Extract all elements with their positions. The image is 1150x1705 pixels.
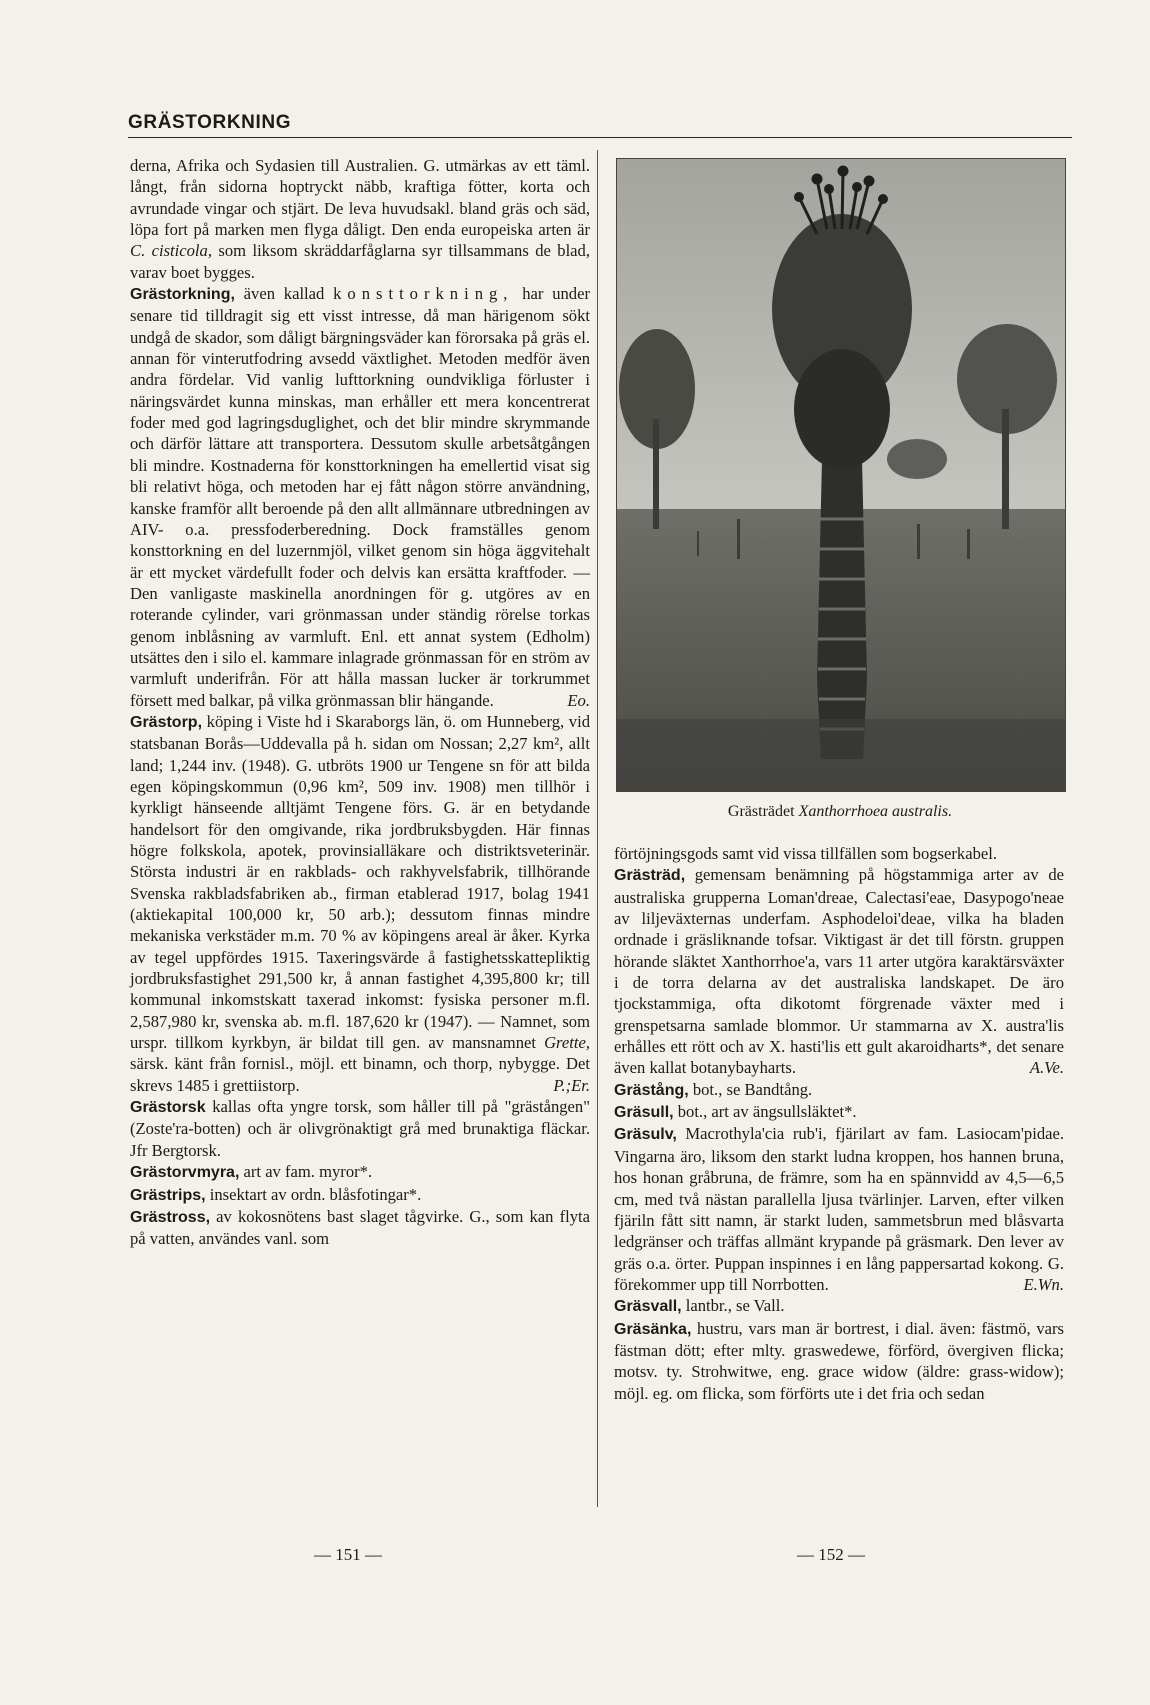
entry-grasull: Gräsull, bot., art av ängsullsläktet*.	[614, 1102, 857, 1122]
right-column	[614, 843, 1064, 1404]
entry-continuation: förtöjningsgods samt vid vissa tillfällen som bogserkabel.	[614, 844, 997, 863]
entry-grastorp: Grästorp, köping i Viste hd i Skaraborgs län, ö. om Hunneberg, vid statsbanan Borås—Uddevalla på h. sidan om Nossan; 2,27 km², allt land; 1,244 inv. (1948). G. utbröts 1900 ur Tengene sn för att bilda egen köpingskommun (0,96 km², 509 inv. 1908) men tillhör i kyrkligt hänseende alltjämt Tengene förs. G. är en betydande handelsort för den omgivande, rika jordbruksbygden. Här finnas högre folkskola, apotek, provinsialläkare och distriktsveterinär. Största industri är en rakblads- och rakhyvelsfabrik, tillhörande Svenska rakbladsfabriken ab., firman etablerad 1917, bolag 1941 (aktiekapital 100,000 kr, 50 arb.); dessutom finnas mindre mekaniska verkstäder m.m. 70 % av köpingens areal är åker. Kyrka av tegel uppfördes 1915. Taxeringsvärde å fastighetsskattepliktig jordbruksfastighet 291,500 kr, å annan fastighet 4,395,800 kr; till kommunal inkomstskatt taxerad inkomst: fysiska personer m.fl. 2,587,980 kr, svenska ab. m.fl. 187,620 kr (1947). — Namnet, som urspr. tillkom kyrkbyn, är bildat till gen. av mansnamnet Grette, särsk. känt från fornisl., möjl. ett binamn, och thorp, nybygge. Det skrevs 1485 i grettiistorp. P.;Er.	[130, 711, 590, 1095]
running-header: GRÄSTORKNING	[128, 112, 1072, 138]
figure-caption: Grästrädet Xanthorrhoea australis.	[727, 803, 953, 820]
signature: E.Wn.	[1023, 1274, 1064, 1294]
entry-continuation: derna, Afrika och Sydasien till Australien. G. utmärkas av ett täml. långt, från sidorna hoptryckt näbb, kraftiga fötter, korta och avrundade vingar och stjärt. De leva huvudsakl. bland gräs och säd, löpa fort på marken men flyga dåligt. Den enda europeiska arten är C. cisticola, som liksom skräddarfåglarna syr tillsammans de blad, varav boet bygges.	[130, 156, 590, 282]
page-number-right: — 152 —	[797, 1545, 865, 1564]
photo-illustration	[617, 159, 1065, 791]
entry-grastang: Grästång, bot., se Bandtång.	[614, 1079, 813, 1099]
entry-grastorsk: Grästorsk kallas ofta yngre torsk, som håller till på "grästången" (Zoste'ra-botten) och är olivgrönaktigt grå med brunaktiga fläckar. Jfr Bergtorsk.	[130, 1097, 590, 1160]
signature: Eo.	[567, 690, 590, 710]
signature: P.;Er.	[553, 1075, 590, 1095]
grass-tree-photo	[616, 158, 1066, 792]
signature: A.Ve.	[1029, 1058, 1064, 1078]
column-divider	[597, 150, 598, 1507]
entry-grastrips: Grästrips, insektart av ordn. blåsfotingar*.	[130, 1184, 422, 1204]
entry-grasanka: Gräsänka, hustru, vars man är bortrest, i dial. även: fästmö, vars fästman dött; efter mlty. graswedewe, förförd, övergiven flicka; motsv. ty. Strohwitwe, eng. grace widow (äldre: grass-widow); möjl. eg. om flicka, som förförts ute i det fria och sedan	[614, 1318, 1064, 1403]
page-number-left: — 151 —	[314, 1545, 382, 1564]
entry-grastross: Grästross, av kokosnötens bast slaget tågvirke. G., som kan flyta på vatten, användes vanl. som	[130, 1206, 590, 1249]
entry-grasvall: Gräsvall, lantbr., se Vall.	[614, 1296, 785, 1316]
entry-grasulv: Gräsulv, Macrothyla'cia rub'i, fjärilart av fam. Lasiocam'pidae. Vingarna äro, liksom den starkt ludna kroppen, hos hannen bruna, hos honan gråbruna, de främre, som ha en spännvidd av 4,5—6,5 cm, med två nästan parallella ljusa tvärlinjer. Larven, efter vilken fjäriln fått sitt namn, är starkt luden, sammetsbrun med blåsvarta ledgränser och träffas allmänt krypande på gräsmark. Den lever av gräs o.a. örter. Puppan inspinnes i en lång pappersartad kokong. G. förekommer upp till Norrbotten. E.Wn.	[614, 1124, 1064, 1294]
entry-grastorkning: Grästorkning, även kallad konsttorkning, har under senare tid tilldragit sig ett visst intresse, då man härigenom sökt undgå de skador, som dåligt bärgningsväder kan förorsaka på gräs el. annan för vinterutfodring avsedd växtlighet. Metoden medför även andra fördelar. Vid vanlig lufttorkning oundvikliga förluster i näringsvärdet kunna minskas, man erhåller ett mera koncentrerat foder med god lagringsduglighet, och det blir mindre skrymmande och därför lättare att transportera. Dessutom skulle arbetsåtgången bli mindre. Kostnaderna för konsttorkningen ha emellertid visat sig bli relativt höga, och metoden har ej fått någon större användning, kanske framför allt beroende på den allt allmännare utbredningen av AIV- o.a. pressfoderberedning. Dock framställes genom konsttorkning en del luzernmjöl, vilket genom sin höga äggvitehalt är ett mycket värdefullt foder och delvis kan ersätta kraftfoder. — Den vanligaste maskinella anordningen för g. utgöres av en roterande cylinder, vari grönmassan under ständig rörelse torkas genom inblåsning av varmluft. Enl. ett annat system (Edholm) utsättes den i silo el. kammare inlagrade grönmassan för en ström av varmluft underifrån. För att hålla massan lucker är torkrummet försett med balkar, på vilka grönmassan blir hängande. Eo.	[130, 284, 590, 710]
entry-grastorvmyra: Grästorvmyra, art av fam. myror*.	[130, 1162, 373, 1182]
entry-grastrad: Grästräd, gemensam benämning på högstammiga arter av de australiska grupperna Loman'dreae, Calectasi'eae, Dasypogo'neae av liljeväxternas underfam. Asphodeloi'deae, vilka ha bladen ordnade i gräsliknande tofsar. Viktigast är det till förstn. gruppen hörande släktet Xanthorrhoe'a, vars 11 arter utgöra karaktärsväxter i de torra delarna av det australiska landskapet. De äro tjockstammiga, ofta dikotomt förgrenade växter med i grenspetsarna samlade blommor. Ur stammarna av X. austra'lis erhålles ett rött och av X. hasti'lis ett gult akaroidharts*, det senare även kallat botanybayharts. A.Ve.	[614, 865, 1064, 1078]
left-column	[130, 155, 590, 1250]
